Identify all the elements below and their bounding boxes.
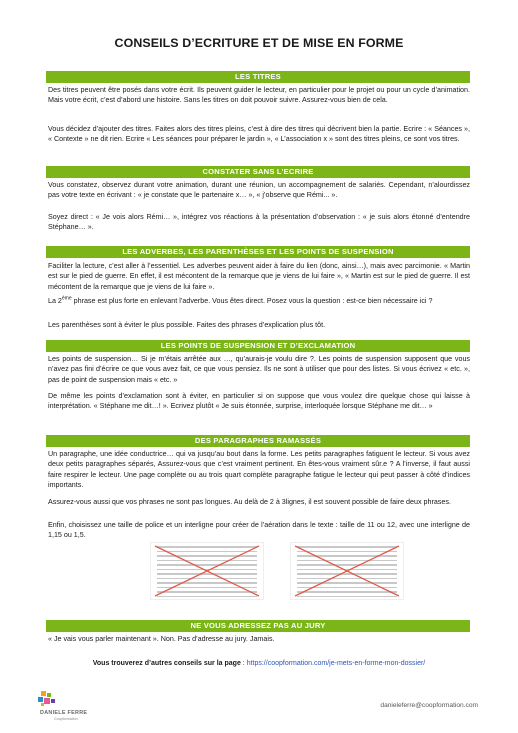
adverbes-paragraph-1: Faciliter la lecture, c’est aller à l’essentiel. Les adverbes peuvent aider à faire du lien (donc, ainsi…), mais avec parcimonie. « Martin est sur le pied de guerre. En effet, il est mécontent de la remarque que je viens de lui faire », « Martin est sur le pied de guerre. Il est mécontent de la remarque que je viens de lui faire ». — [48, 262, 470, 291]
jury-paragraph-1: « Je vais vous parler maintenant ». Non. Pas d’adresse au jury. Jamais. — [48, 635, 275, 643]
section-heading-constater: CONSTATER SANS L’ECRIRE — [46, 166, 470, 178]
more-advice-line — [48, 659, 470, 669]
page-title: CONSEILS D’ECRITURE ET DE MISE EN FORME — [114, 36, 404, 50]
suspension-paragraph-2: De même les points d’exclamation sont à éviter, en particulier si on suppose que vous voulez dire quelque chose qui laisse à interprétation. « Stéphane me dit…! ». Ecrivez plutôt « Je suis étonnée, surprise, interloquée lorsque Stéphane me dit… » — [48, 392, 470, 411]
section-heading-suspension: LES POINTS DE SUSPENSION ET D’EXCLAMATION — [46, 340, 470, 352]
paragraphes-paragraph-1: Un paragraphe, une idée conductrice… qui va jusqu’au bout dans la forme. Les petits paragraphes fatiguent le lecteur. Si vous avez deux petits paragraphes séparés, Assurez-vous que c’est vraiment pertinent. En êtes-vous vraiment sûr.e ? A l’inverse, il faut aussi faire respirer le lecteur. Une page complète ou au trois quart complète paragraphe fatigue le lecteur qui peut passer à côté d’indices importants. — [48, 450, 470, 489]
crossed-page-example-right — [290, 542, 404, 600]
paragraphes-paragraph-2: Assurez-vous aussi que vos phrases ne sont pas longues. Au delà de 2 à 3lignes, il est souvent possible de faire deux phrases. — [48, 498, 451, 506]
adverbes-paragraph-2 — [48, 296, 470, 306]
section-heading-adverbes: LES ADVERBES, LES PARENTHÈSES ET LES POINTS DE SUSPENSION — [46, 246, 470, 258]
logo-icon — [32, 690, 62, 710]
constater-paragraph-2: Soyez direct : « Je vois alors Rémi… », intégrez vos réactions à la présentation d’observation : « je suis alors étonné d’entendre Stéphane… ». — [48, 213, 470, 232]
section-heading-titres: LES TITRES — [46, 71, 470, 83]
footer-email[interactable]: danieleferre@coopformation.com — [380, 702, 478, 709]
paragraphes-paragraph-3: Enfin, choisissez une taille de police et un interligne pour créer de l’aération dans le texte : taille de 11 ou 12, avec une interligne de 1,15 ou 1,5. — [48, 521, 470, 540]
constater-paragraph-1: Vous constatez, observez durant votre animation, durant une réunion, un accompagnement de salariés. Cependant, n’alourdissez pas votre texte en écrivant : « je constate que le partenaire x… », « j’observe que Rémi... ». — [48, 181, 470, 200]
adverbes-p2-sup: ème — [61, 295, 72, 302]
more-advice-separator: : — [240, 660, 247, 667]
adverbes-p2-end: phrase est plus forte en enlevant l’adverbe. Vous êtes direct. Posez vous la question : est-ce bien nécessaire ici ? — [71, 297, 433, 305]
titres-paragraph-2: Vous décidez d’ajouter des titres. Faites alors des titres pleins, c’est à dire des titres qui décrivent bien la partie. Ecrire : « Séances », « Contexte » ne dit rien. Ecrire « Les séances pour préparer le jardin », « L’association x » sont des titres pleins, ce sont vos titres. — [48, 125, 470, 144]
logo-name: DANIELE FERRE — [40, 710, 88, 716]
section-heading-paragraphes: DES PARAGRAPHES RAMASSÉS — [46, 435, 470, 447]
section-heading-jury: NE VOUS ADRESSEZ PAS AU JURY — [46, 620, 470, 632]
titres-paragraph-1: Des titres peuvent être posés dans votre écrit. Ils peuvent guider le lecteur, en particulier pour le projet ou pour un cycle d’animation. Mais votre écrit, c’est d’abord une histoire. Sans les titres on doit pouvoir suivre. Assurez-vous bien de cela. — [48, 86, 470, 105]
cross-icon — [151, 543, 263, 599]
adverbes-p2-start: La 2 — [48, 297, 62, 305]
more-advice-link[interactable]: https://coopformation.com/je-mets-en-forme-mon-dossier/ — [246, 660, 426, 667]
crossed-page-example-left — [150, 542, 264, 600]
cross-icon — [291, 543, 403, 599]
suspension-paragraph-1: Les points de suspension… Si je m’étais arrêtée aux …, qu’aurais-je voulu dire ?. Les points de suspension supposent que vous n’avez pas fini d’écrire ce que vous avez fait, ce que vous pensiez. Ils ne sont à utiliser que pour des listes. Si vous écrivez « etc. », pas de point de suspension mais « etc. » — [48, 355, 470, 384]
adverbes-paragraph-3: Les parenthèses sont à éviter le plus possible. Faites des phrases d’explication plus tôt. — [48, 321, 326, 329]
more-advice-label: Vous trouverez d’autres conseils sur la page — [92, 660, 241, 667]
logo — [32, 690, 102, 722]
logo-subtitle: Coopformation — [54, 717, 78, 721]
